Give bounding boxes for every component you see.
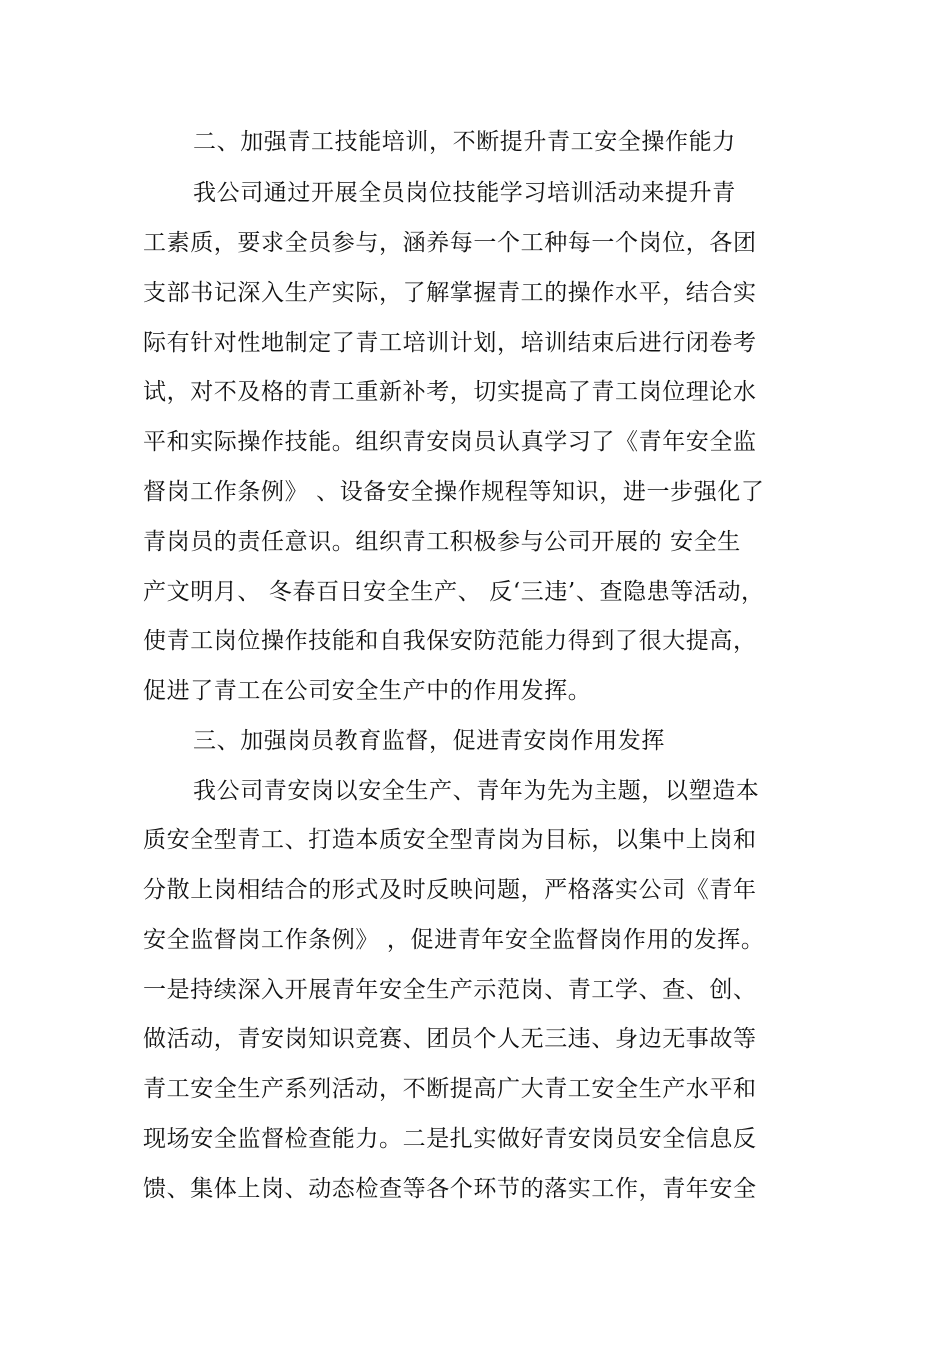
paragraph-line: 青岗员的责任意识。组织青工积极参与公司开展的 安全生 xyxy=(143,529,741,555)
section-heading-3: 三、加强岗员教育监督，促进青安岗作用发挥 xyxy=(193,728,665,754)
paragraph-line: 质安全型青工、打造本质安全型青岗为目标，以集中上岗和 xyxy=(143,827,757,853)
paragraph-line: 促进了青工在公司安全生产中的作用发挥。 xyxy=(143,678,592,704)
paragraph-line: 际有针对性地制定了青工培训计划，培训结束后进行闭卷考 xyxy=(143,330,757,356)
paragraph-line: 使青工岗位操作技能和自我保安防范能力得到了很大提高， xyxy=(143,628,757,654)
paragraph-line: 试，对不及格的青工重新补考，切实提高了青工岗位理论水 xyxy=(143,379,757,405)
paragraph-line: 馈、集体上岗、动态检查等各个环节的落实工作，青年安全 xyxy=(143,1176,757,1202)
paragraph-line: 我公司通过开展全员岗位技能学习培训活动来提升青 xyxy=(193,180,736,206)
paragraph-line: 督岗工作条例》 、设备安全操作规程等知识，进一步强化了 xyxy=(143,479,765,505)
paragraph-line: 安全监督岗工作条例》 ，促进青年安全监督岗作用的发挥。 xyxy=(143,927,765,953)
paragraph-line: 做活动，青安岗知识竞赛、团员个人无三违、身边无事故等 xyxy=(143,1026,757,1052)
paragraph-line: 平和实际操作技能。组织青安岗员认真学习了《青年安全监 xyxy=(143,429,757,455)
paragraph-line: 产文明月、 冬春百日安全生产、 反‘三违’、查隐患等活动， xyxy=(143,579,765,605)
paragraph-line: 现场安全监督检查能力。二是扎实做好青安岗员安全信息反 xyxy=(143,1126,757,1152)
paragraph-line: 工素质，要求全员参与，涵养每一个工种每一个岗位，各团 xyxy=(143,230,757,256)
paragraph-line: 支部书记深入生产实际，了解掌握青工的操作水平，结合实 xyxy=(143,280,757,306)
paragraph-line: 青工安全生产系列活动，不断提高广大青工安全生产水平和 xyxy=(143,1076,757,1102)
paragraph-line: 一是持续深入开展青年安全生产示范岗、青工学、查、创、 xyxy=(143,977,757,1003)
paragraph-line: 我公司青安岗以安全生产、青年为先为主题，以塑造本 xyxy=(193,778,760,804)
section-heading-2: 二、加强青工技能培训，不断提升青工安全操作能力 xyxy=(193,129,736,155)
paragraph-line: 分散上岗相结合的形式及时反映问题，严格落实公司《青年 xyxy=(143,877,757,903)
